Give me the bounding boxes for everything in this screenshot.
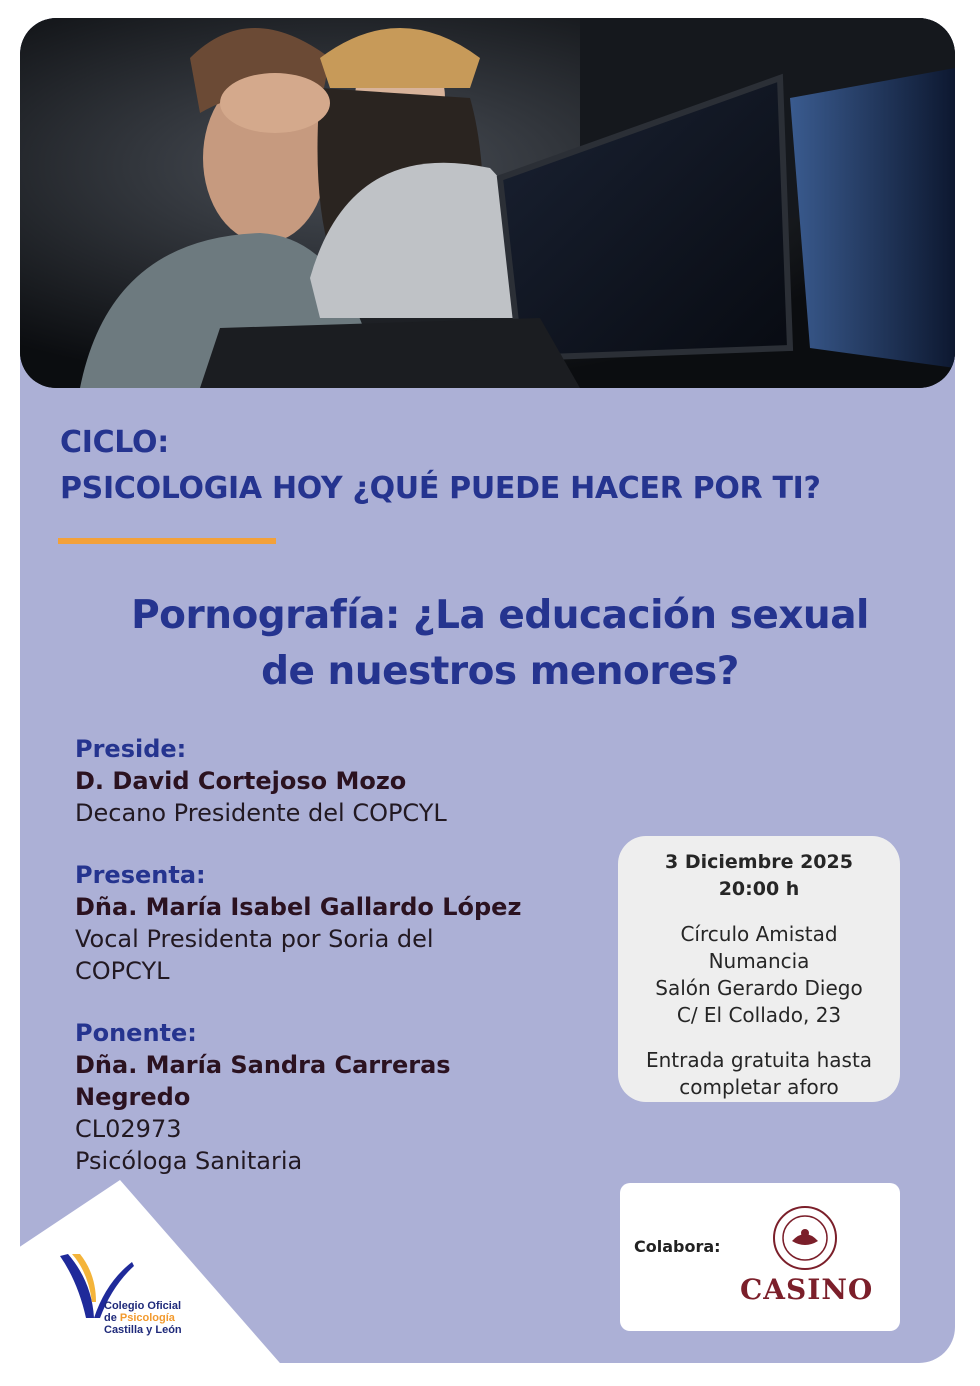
role-person-name: Dña. María Isabel Gallardo López bbox=[75, 893, 522, 921]
role-person-name: D. David Cortejoso Mozo bbox=[75, 767, 407, 795]
event-datetime bbox=[618, 849, 900, 903]
role-heading: Ponente: bbox=[75, 1019, 197, 1047]
logo-line-3: Castilla y León bbox=[104, 1324, 182, 1336]
venue-line: C/ El Collado, 23 bbox=[676, 1003, 842, 1027]
venue-line: Salón Gerardo Diego bbox=[655, 976, 863, 1000]
venue-line: Numancia bbox=[708, 949, 810, 973]
entry-line: completar aforo bbox=[679, 1075, 839, 1099]
logo-line-2 bbox=[104, 1312, 182, 1324]
logo-line-1: Colegio Oficial bbox=[104, 1300, 182, 1312]
role-license: CL02973 bbox=[75, 1115, 182, 1143]
event-date: 3 Diciembre 2025 bbox=[665, 851, 853, 873]
role-description: COPCYL bbox=[75, 957, 170, 985]
role-description: Psicóloga Sanitaria bbox=[75, 1147, 303, 1175]
role-heading: Preside: bbox=[75, 735, 187, 763]
talk-title-line-2: de nuestros menores? bbox=[261, 649, 739, 694]
talk-title-line-1: Pornografía: ¿La educación sexual bbox=[131, 593, 869, 638]
corner-decoration bbox=[0, 1150, 300, 1386]
collaborator-label: Colabora: bbox=[634, 1237, 721, 1256]
role-description: Vocal Presidenta por Soria del bbox=[75, 925, 434, 953]
talk-title bbox=[80, 588, 920, 700]
event-time: 20:00 h bbox=[718, 878, 800, 900]
logo-line-2-highlight: Psicología bbox=[119, 1312, 175, 1324]
event-info-box bbox=[618, 836, 900, 1102]
role-preside bbox=[75, 733, 595, 829]
event-venue bbox=[618, 921, 900, 1029]
speakers-list bbox=[75, 733, 595, 1207]
role-description: Decano Presidente del COPCYL bbox=[75, 799, 447, 827]
collaborator-name: CASINO bbox=[740, 1273, 874, 1306]
accent-divider bbox=[58, 538, 276, 544]
role-person-name: Dña. María Sandra Carreras bbox=[75, 1051, 451, 1079]
copcyl-logo-text bbox=[104, 1300, 182, 1336]
entry-line: Entrada gratuita hasta bbox=[645, 1048, 873, 1072]
event-entry-note bbox=[618, 1047, 900, 1101]
logo-line-2-prefix: de bbox=[104, 1312, 120, 1324]
header-photo bbox=[20, 18, 955, 388]
role-heading: Presenta: bbox=[75, 861, 206, 889]
venue-line: Círculo Amistad bbox=[680, 922, 838, 946]
photo-illustration bbox=[20, 18, 955, 388]
cycle-title bbox=[60, 420, 821, 512]
role-presenta bbox=[75, 859, 595, 987]
cycle-line-2: PSICOLOGIA HOY ¿QUÉ PUEDE HACER POR TI? bbox=[60, 471, 821, 506]
cycle-line-1: CICLO: bbox=[60, 425, 169, 460]
role-person-name: Negredo bbox=[75, 1083, 191, 1111]
casino-seal-icon bbox=[772, 1205, 838, 1271]
collaborator-box bbox=[620, 1183, 900, 1331]
